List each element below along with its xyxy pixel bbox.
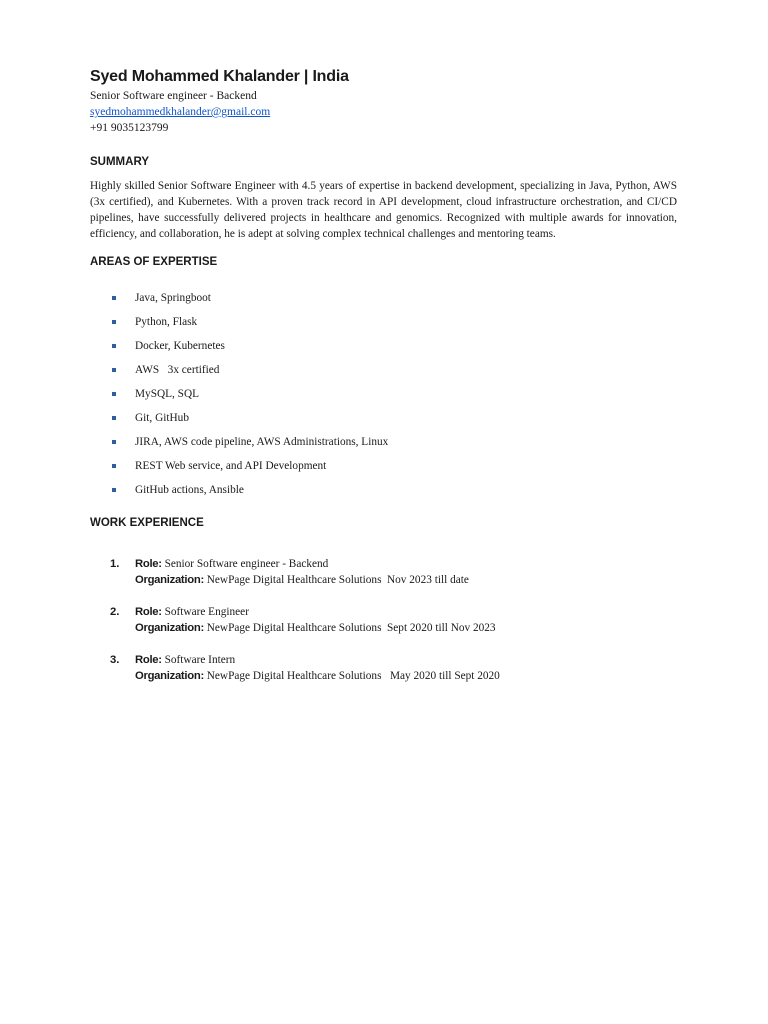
- job-number: 1.: [110, 558, 120, 570]
- expertise-item-text: REST Web service, and API Development: [135, 460, 327, 472]
- summary-text: Highly skilled Senior Software Engineer with 4.5 years of expertise in backend development, specializing in Java, Python, AWS (3x certified), and Kubernetes. With a proven track record in API development, cloud infrastructure orchestration, and CI/CD pipelines, have successfully delivered projects in healthcare and genomics. Recognized with multiple awards for innovation, efficiency, and collaboration, he is adept at solving complex technical challenges and mentoring teams.: [90, 180, 677, 240]
- bullet-icon: [112, 392, 116, 396]
- job-role: Software Engineer: [164, 606, 249, 618]
- organization-label: Organization:: [135, 670, 204, 682]
- bullet-icon: [112, 464, 116, 468]
- expertise-item: [110, 338, 388, 362]
- bullet-icon: [112, 416, 116, 420]
- job-number: 3.: [110, 654, 120, 666]
- role-label: Role:: [135, 606, 162, 618]
- email-link[interactable]: syedmohammedkhalander@gmail.com: [90, 106, 271, 118]
- bullet-icon: [112, 296, 116, 300]
- expertise-item-text: Java, Springboot: [135, 292, 211, 304]
- experience-heading: WORK EXPERIENCE: [90, 517, 204, 529]
- expertise-item-text: AWS 3x certified: [135, 364, 220, 376]
- expertise-item: [110, 362, 388, 386]
- expertise-item-text: Python, Flask: [135, 316, 198, 328]
- role-label: Role:: [135, 558, 162, 570]
- job-organization: NewPage Digital Healthcare Solutions: [206, 670, 382, 682]
- bullet-icon: [112, 320, 116, 324]
- job-dates: Sept 2020 till Nov 2023: [387, 622, 496, 634]
- expertise-item-text: Git, GitHub: [135, 412, 189, 424]
- bullet-icon: [112, 368, 116, 372]
- job-title: Senior Software engineer - Backend: [90, 90, 257, 102]
- expertise-item-text: GitHub actions, Ansible: [135, 484, 244, 496]
- expertise-item-text: MySQL, SQL: [135, 388, 200, 400]
- resume-header: [90, 66, 349, 136]
- expertise-list: [110, 290, 388, 506]
- bullet-icon: [112, 440, 116, 444]
- expertise-item: [110, 386, 388, 410]
- expertise-item: [110, 482, 388, 506]
- job-dates: May 2020 till Sept 2020: [390, 670, 500, 682]
- job-role: Senior Software engineer - Backend: [164, 558, 329, 570]
- summary-heading: SUMMARY: [90, 156, 149, 168]
- candidate-name: Syed Mohammed Khalander | India: [90, 68, 349, 85]
- organization-label: Organization:: [135, 574, 204, 586]
- bullet-icon: [112, 488, 116, 492]
- expertise-heading: AREAS OF EXPERTISE: [90, 256, 218, 268]
- expertise-item-text: JIRA, AWS code pipeline, AWS Administrations, Linux: [135, 436, 389, 448]
- expertise-item: [110, 314, 388, 338]
- job-number: 2.: [110, 606, 120, 618]
- expertise-item: [110, 410, 388, 434]
- expertise-item: [110, 434, 388, 458]
- phone-number: +91 9035123799: [90, 122, 169, 134]
- role-label: Role:: [135, 654, 162, 666]
- organization-label: Organization:: [135, 622, 204, 634]
- expertise-item: [110, 290, 388, 314]
- job-organization: NewPage Digital Healthcare Solutions: [206, 574, 382, 586]
- bullet-icon: [112, 344, 116, 348]
- job-role: Software Intern: [164, 654, 236, 666]
- job-organization: NewPage Digital Healthcare Solutions: [206, 622, 382, 634]
- expertise-item: [110, 458, 388, 482]
- job-dates: Nov 2023 till date: [387, 574, 469, 586]
- expertise-item-text: Docker, Kubernetes: [135, 340, 225, 352]
